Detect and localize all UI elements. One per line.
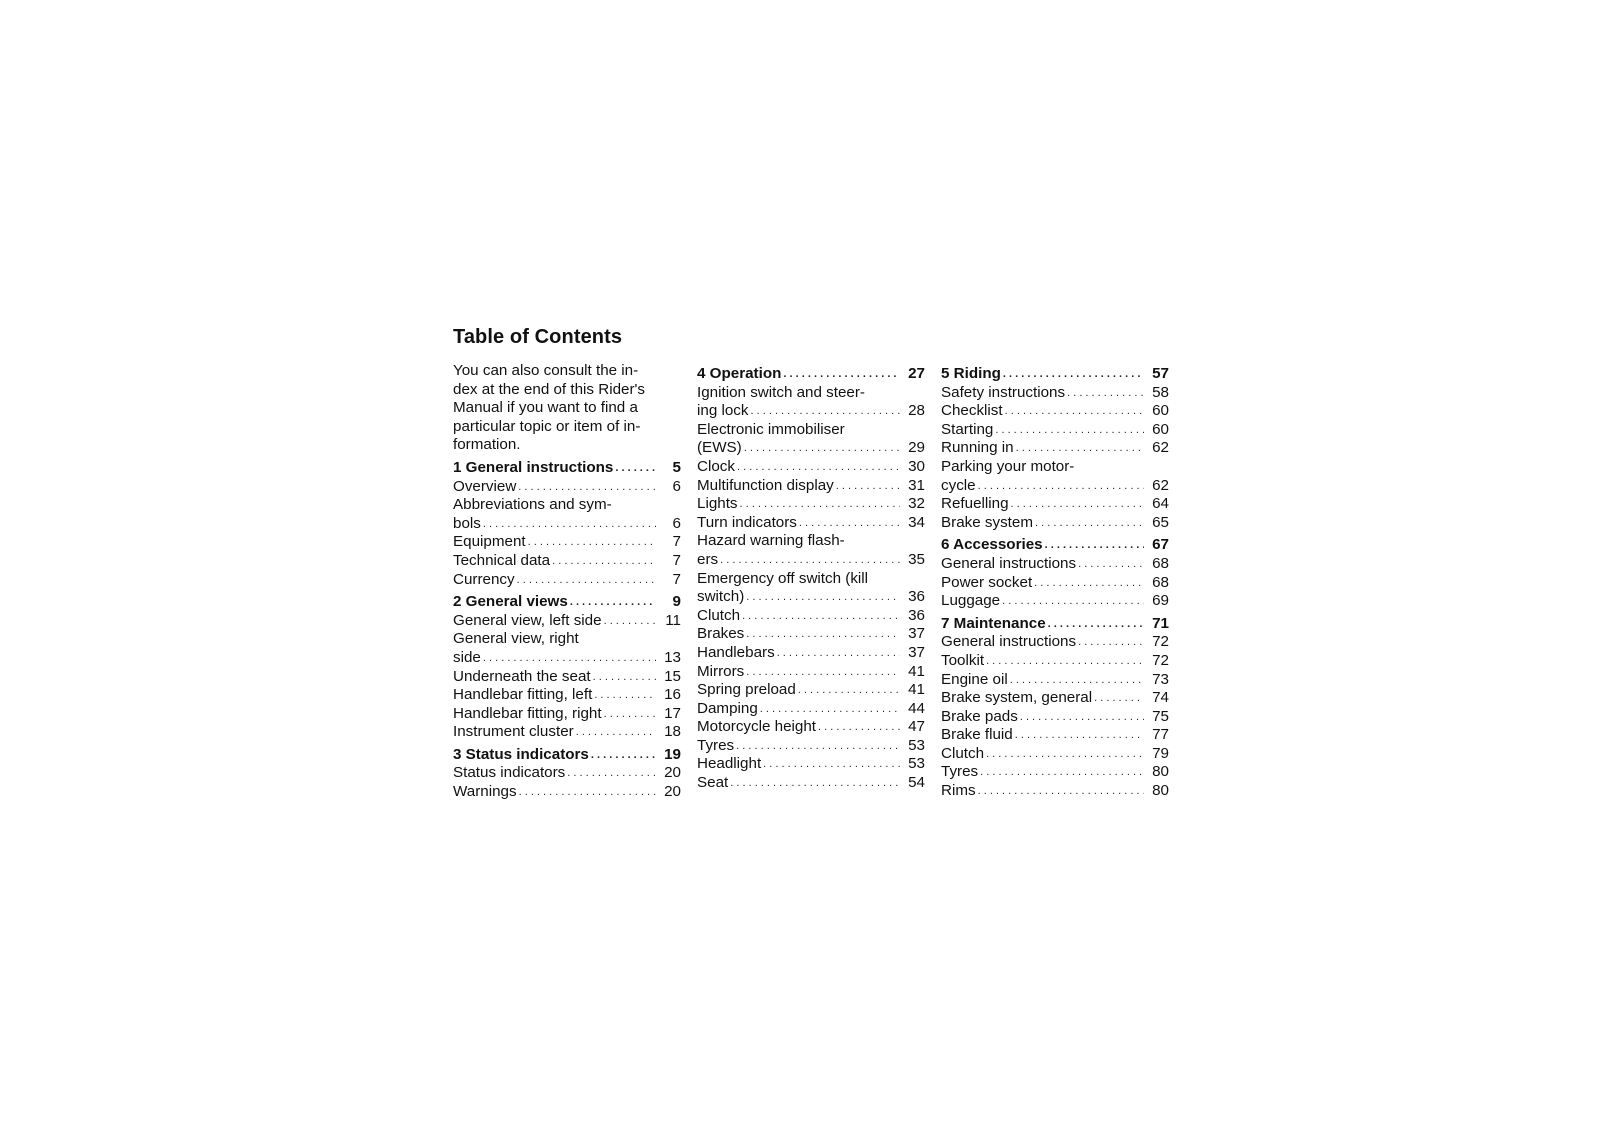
dot-leader (1011, 495, 1144, 514)
entry-label: General instructions (941, 554, 1077, 572)
toc-entry[interactable] (453, 552, 681, 571)
dot-leader (1020, 708, 1144, 727)
page-number: 6 (672, 477, 681, 495)
dot-leader (746, 588, 900, 607)
dot-leader (1005, 402, 1144, 421)
toc-entry[interactable] (941, 384, 1169, 403)
page-number: 9 (672, 593, 681, 611)
section-heading[interactable] (453, 746, 681, 765)
entry-label: Tyres (941, 763, 979, 781)
entry-label: Tyres (697, 736, 735, 754)
dot-leader (615, 459, 656, 478)
entry-label: Engine oil (941, 670, 1008, 688)
entry-label-lead[interactable]: Ignition switch and steer- (697, 383, 865, 401)
page-number: 30 (908, 457, 925, 475)
entry-label: Seat (697, 774, 729, 792)
entry-label: Handlebar fitting, left (453, 686, 593, 704)
dot-leader (978, 782, 1144, 801)
toc-entry[interactable] (697, 663, 925, 682)
entry-label: Technical data (453, 551, 551, 569)
dot-leader (1045, 536, 1144, 555)
toc-entry[interactable] (453, 515, 681, 534)
page-number: 73 (1152, 670, 1169, 688)
page-number: 64 (1152, 495, 1169, 513)
entry-label: Brake pads (941, 707, 1018, 725)
toc-section (941, 536, 1169, 610)
page-number: 29 (908, 439, 925, 457)
entry-label: Clutch (697, 606, 741, 624)
dot-leader (1078, 555, 1144, 574)
toc-entry[interactable] (453, 571, 681, 590)
page-number: 35 (908, 550, 925, 568)
section-title: 3 Status indicators (453, 745, 589, 763)
section-heading[interactable] (941, 365, 1169, 384)
entry-label: Headlight (697, 755, 762, 773)
entry-label: Refuelling (941, 495, 1009, 513)
toc-section (453, 593, 681, 742)
dot-leader (1010, 671, 1144, 690)
entry-label: Rims (941, 782, 976, 800)
dot-leader (798, 681, 900, 700)
entry-label: Brake system (941, 513, 1033, 531)
toc-entry[interactable] (697, 607, 925, 626)
dot-leader (760, 700, 900, 719)
toc-entry[interactable] (941, 477, 1169, 496)
page-number: 32 (908, 495, 925, 513)
page-number: 41 (908, 662, 925, 680)
toc-entry[interactable] (697, 755, 925, 774)
toc-entry[interactable] (697, 458, 925, 477)
toc-entry[interactable] (697, 700, 925, 719)
section-heading[interactable] (697, 365, 925, 384)
page-number: 47 (908, 718, 925, 736)
page-number: 20 (664, 783, 681, 801)
page-number: 15 (664, 667, 681, 685)
page-number: 7 (672, 570, 681, 588)
dot-leader (593, 668, 656, 687)
page-number: 7 (672, 533, 681, 551)
entry-label: Warnings (453, 783, 517, 801)
dot-leader (1078, 633, 1144, 652)
dot-leader (720, 551, 900, 570)
dot-leader (591, 746, 656, 765)
dot-leader (777, 644, 900, 663)
entry-label-lead[interactable]: Abbreviations and sym- (453, 496, 612, 514)
entry-label: Brake system, general (941, 689, 1093, 707)
page-number: 74 (1152, 689, 1169, 707)
page-number: 71 (1152, 614, 1169, 632)
page-number: 57 (1152, 365, 1169, 382)
entry-label: Motorcycle height (697, 718, 817, 736)
entry-label: Mirrors (697, 662, 745, 680)
toc-entry[interactable] (453, 612, 681, 631)
page-number: 13 (664, 648, 681, 666)
page-number: 37 (908, 643, 925, 661)
section-heading[interactable] (941, 615, 1169, 634)
page-number: 20 (664, 764, 681, 782)
page-number: 44 (908, 699, 925, 717)
page-number: 77 (1152, 726, 1169, 744)
entry-label: General view, left side (453, 611, 602, 629)
toc-entry[interactable] (941, 421, 1169, 440)
entry-label: Toolkit (941, 651, 985, 669)
dot-leader (1048, 615, 1144, 634)
toc-column-3 (941, 365, 1169, 801)
dot-leader (818, 718, 900, 737)
dot-leader (740, 495, 900, 514)
page-title: Table of Contents (453, 326, 623, 348)
toc-entry[interactable] (453, 723, 681, 742)
page-number: 80 (1152, 782, 1169, 800)
toc-entry[interactable] (453, 649, 681, 668)
entry-label: Luggage (941, 592, 1001, 610)
entry-label: (EWS) (697, 439, 742, 457)
page-number: 80 (1152, 763, 1169, 781)
entry-label: Clutch (941, 744, 985, 762)
entry-label: Brake fluid (941, 726, 1013, 744)
dot-leader (1002, 592, 1144, 611)
dot-leader (746, 663, 900, 682)
toc-entry[interactable] (697, 477, 925, 496)
toc-entry[interactable] (697, 439, 925, 458)
toc-entry[interactable] (697, 588, 925, 607)
toc-section (941, 615, 1169, 801)
dot-leader (1015, 726, 1144, 745)
page-number: 67 (1152, 536, 1169, 554)
toc-entry[interactable] (453, 705, 681, 724)
page-number: 17 (664, 704, 681, 722)
dot-leader (552, 552, 656, 571)
page-number: 60 (1152, 420, 1169, 438)
entry-label: cycle (941, 476, 976, 494)
page-number: 72 (1152, 651, 1169, 669)
entry-label: Turn indicators (697, 513, 797, 531)
dot-leader (1035, 514, 1144, 533)
entry-label: Safety instructions (941, 383, 1066, 401)
toc-entry[interactable] (453, 686, 681, 705)
toc-entry[interactable] (941, 555, 1169, 574)
entry-label: Damping (697, 699, 758, 717)
section-title: 2 General views (453, 593, 568, 611)
toc-entry[interactable] (697, 681, 925, 700)
dot-leader (483, 649, 656, 668)
dot-leader (576, 723, 656, 742)
entry-label: Starting (941, 420, 994, 438)
dot-leader (736, 737, 900, 756)
dot-leader (1003, 365, 1144, 384)
toc-entry[interactable] (941, 514, 1169, 533)
page-number: 19 (664, 745, 681, 763)
section-title: 7 Maintenance (941, 614, 1046, 632)
page-number: 28 (908, 402, 925, 420)
toc-entry[interactable] (453, 533, 681, 552)
entry-label: General instructions (941, 633, 1077, 651)
dot-leader (483, 515, 656, 534)
toc-entry[interactable] (697, 495, 925, 514)
toc-column-2 (697, 365, 925, 793)
page-number: 16 (664, 686, 681, 704)
toc-entry[interactable] (941, 574, 1169, 593)
toc-entry[interactable] (453, 478, 681, 497)
toc-entry[interactable] (697, 644, 925, 663)
toc-column-1 (453, 362, 681, 802)
entry-label: Lights (697, 495, 738, 513)
dot-leader (978, 477, 1144, 496)
toc-entry[interactable] (941, 726, 1169, 745)
page-number: 79 (1152, 744, 1169, 762)
toc-entry[interactable] (453, 764, 681, 783)
section-title: 6 Accessories (941, 536, 1043, 554)
intro-line: particular topic or item of in- (453, 417, 641, 435)
dot-leader (517, 571, 656, 590)
dot-leader (751, 402, 901, 421)
intro-line: Manual if you want to find a (453, 399, 638, 417)
page-number: 69 (1152, 592, 1169, 610)
page-number: 6 (672, 514, 681, 532)
page-number: 34 (908, 513, 925, 531)
entry-label: Status indicators (453, 764, 566, 782)
toc-entry[interactable] (941, 402, 1169, 421)
dot-leader (995, 421, 1144, 440)
entry-label: Currency (453, 570, 515, 588)
toc-entry[interactable] (941, 439, 1169, 458)
entry-label: Brakes (697, 625, 745, 643)
page-number: 11 (665, 611, 681, 629)
page-number: 62 (1152, 476, 1169, 494)
page-number: 53 (908, 755, 925, 773)
toc-section (697, 365, 925, 793)
toc-entry[interactable] (697, 514, 925, 533)
page-number: 36 (908, 606, 925, 624)
page-number: 27 (908, 365, 925, 382)
entry-label: Overview (453, 477, 517, 495)
entry-label: side (453, 648, 481, 666)
toc-entry[interactable] (697, 718, 925, 737)
entry-label: Running in (941, 439, 1014, 457)
dot-leader (528, 533, 656, 552)
toc-entry[interactable] (941, 671, 1169, 690)
dot-leader (799, 514, 900, 533)
page-number: 41 (908, 681, 925, 699)
toc-entry[interactable] (941, 652, 1169, 671)
toc-entry[interactable] (941, 708, 1169, 727)
entry-label: switch) (697, 588, 745, 606)
entry-label-lead[interactable]: Emergency off switch (kill (697, 569, 869, 587)
page-number: 7 (672, 551, 681, 569)
page-number: 68 (1152, 573, 1169, 591)
entry-label: Clock (697, 457, 735, 475)
entry-label: Handlebar fitting, right (453, 704, 602, 722)
dot-leader (744, 439, 900, 458)
entry-label: bols (453, 514, 481, 532)
toc-section (941, 365, 1169, 532)
toc-entry[interactable] (453, 668, 681, 687)
dot-leader (570, 593, 656, 612)
toc-section (453, 459, 681, 589)
dot-leader (980, 763, 1144, 782)
intro-line: formation. (453, 436, 521, 454)
dot-leader (1067, 384, 1144, 403)
entry-label: Instrument cluster (453, 723, 574, 741)
dot-leader (986, 652, 1144, 671)
entry-label: ing lock (697, 402, 749, 420)
dot-leader (594, 686, 656, 705)
page-number: 60 (1152, 402, 1169, 420)
page-number: 62 (1152, 439, 1169, 457)
entry-label: Power socket (941, 573, 1033, 591)
toc-entry[interactable] (941, 782, 1169, 801)
dot-leader (1094, 689, 1144, 708)
page-number: 5 (672, 458, 681, 476)
toc-entry[interactable] (941, 495, 1169, 514)
entry-label: Equipment (453, 533, 526, 551)
dot-leader (742, 607, 900, 626)
dot-leader (519, 783, 656, 802)
page-number: 37 (908, 625, 925, 643)
toc-entry[interactable] (941, 633, 1169, 652)
dot-leader (604, 612, 656, 631)
section-title: 1 General instructions (453, 458, 614, 476)
page-number: 68 (1152, 554, 1169, 572)
dot-leader (783, 365, 900, 384)
section-heading[interactable] (453, 459, 681, 478)
toc-entry[interactable] (697, 625, 925, 644)
entry-label-lead[interactable]: Parking your motor- (941, 457, 1075, 475)
page-number: 72 (1152, 633, 1169, 651)
toc-section (453, 746, 681, 802)
section-title: 5 Riding (941, 365, 1001, 382)
entry-label-lead[interactable]: General view, right (453, 630, 579, 648)
intro-line: You can also consult the in- (453, 362, 639, 379)
entry-label: ers (697, 550, 719, 568)
entry-label: Handlebars (697, 643, 775, 661)
page-number: 54 (908, 774, 925, 792)
entry-label: Checklist (941, 402, 1003, 420)
page-number: 75 (1152, 707, 1169, 725)
dot-leader (730, 774, 900, 793)
toc-entry[interactable] (941, 592, 1169, 611)
dot-leader (604, 705, 656, 724)
intro-line: dex at the end of this Rider's (453, 380, 646, 398)
toc-entry[interactable] (941, 745, 1169, 764)
page-number: 58 (1152, 383, 1169, 401)
toc-entry[interactable] (697, 551, 925, 570)
toc-entry[interactable] (697, 774, 925, 793)
dot-leader (567, 764, 656, 783)
entry-label: Spring preload (697, 681, 796, 699)
entry-label-lead[interactable]: Electronic immobiliser (697, 420, 845, 438)
entry-label: Multifunction display (697, 476, 834, 494)
dot-leader (1034, 574, 1144, 593)
toc-entry[interactable] (453, 783, 681, 802)
toc-entry[interactable] (697, 737, 925, 756)
page-number: 65 (1152, 513, 1169, 531)
toc-entry[interactable] (941, 689, 1169, 708)
section-title: 4 Operation (697, 365, 782, 382)
dot-leader (1016, 439, 1144, 458)
section-heading[interactable] (453, 593, 681, 612)
dot-leader (986, 745, 1144, 764)
intro-text (453, 362, 681, 455)
entry-label: Underneath the seat (453, 667, 591, 685)
toc-entry[interactable] (941, 763, 1169, 782)
toc-entry[interactable] (697, 402, 925, 421)
dot-leader (836, 477, 900, 496)
dot-leader (763, 755, 900, 774)
dot-leader (737, 458, 900, 477)
entry-label-lead[interactable]: Hazard warning flash- (697, 532, 845, 550)
page-number: 53 (908, 736, 925, 754)
page-number: 31 (908, 476, 925, 494)
dot-leader (746, 625, 900, 644)
dot-leader (518, 478, 656, 497)
page-number: 36 (908, 588, 925, 606)
section-heading[interactable] (941, 536, 1169, 555)
page-number: 18 (664, 723, 681, 741)
